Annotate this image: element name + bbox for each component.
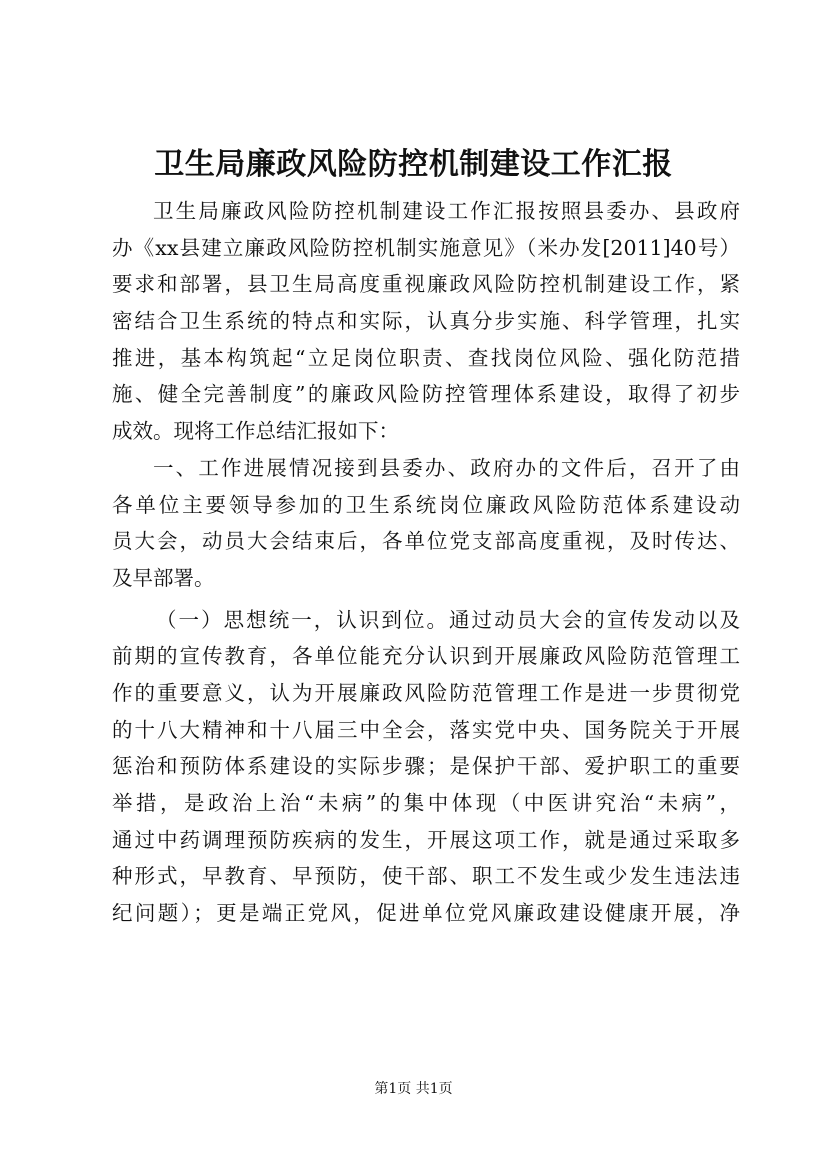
page-footer: 第1页 共1页 <box>374 1081 453 1097</box>
text-line: 要求和部署，县卫生局高度重视廉政风险防控机制建设工作，紧 <box>112 272 740 297</box>
text-line: 前期的宣传教育，各单位能充分认识到开展廉政风险防范管理工 <box>112 644 740 669</box>
text-line: 及早部署。 <box>112 565 215 590</box>
text-line: 施、健全完善制度”的廉政风险防控管理体系建设，取得了初步 <box>112 382 740 407</box>
text-line: 密结合卫生系统的特点和实际，认真分步实施、科学管理，扎实 <box>112 309 740 334</box>
text-line: 成效。现将工作总结汇报如下： <box>112 419 399 444</box>
text-line: 通过中药调理预防疾病的发生，开展这项工作，就是通过采取多 <box>112 827 740 852</box>
paragraph-thinking <box>112 602 740 932</box>
text-line: 种形式，早教育、早预防，使干部、职工不发生或少发生违法违 <box>112 864 740 889</box>
text-line: 的十八大精神和十八届三中全会，落实党中央、国务院关于开展 <box>112 717 740 742</box>
text-line: 卫生局廉政风险防控机制建设工作汇报按照县委办、县政府 <box>153 199 740 223</box>
text-line: 惩治和预防体系建设的实际步骤；是保护干部、爱护职工的重要 <box>112 754 740 779</box>
text-line: 办《xx县建立廉政风险防控机制实施意见》（米办发[2011]40号） <box>112 235 740 260</box>
text-line: 一、工作进展情况接到县委办、政府办的文件后，召开了由 <box>153 455 740 480</box>
text-line: 员大会，动员大会结束后，各单位党支部高度重视，及时传达、 <box>112 529 740 554</box>
text-line: （一）思想统一，认识到位。通过动员大会的宣传发动以及 <box>156 607 740 632</box>
text-line: 各单位主要领导参加的卫生系统岗位廉政风险防范体系建设动 <box>112 492 740 517</box>
text-line: 纪问题）；更是端正党风，促进单位党风廉政建设健康开展，净 <box>112 901 740 926</box>
text-line: 推进，基本构筑起“立足岗位职责、查找岗位风险、强化防范措 <box>112 345 740 370</box>
document-body <box>112 193 740 932</box>
document-title: 卫生局廉政风险防控机制建设工作汇报 <box>154 147 673 182</box>
text-line: 举措，是政治上治“未病”的集中体现（中医讲究治“未病”， <box>112 791 740 815</box>
paragraph-intro <box>112 193 740 450</box>
paragraph-progress <box>112 450 740 597</box>
text-line: 作的重要意义，认为开展廉政风险防范管理工作是进一步贯彻党 <box>112 680 740 705</box>
